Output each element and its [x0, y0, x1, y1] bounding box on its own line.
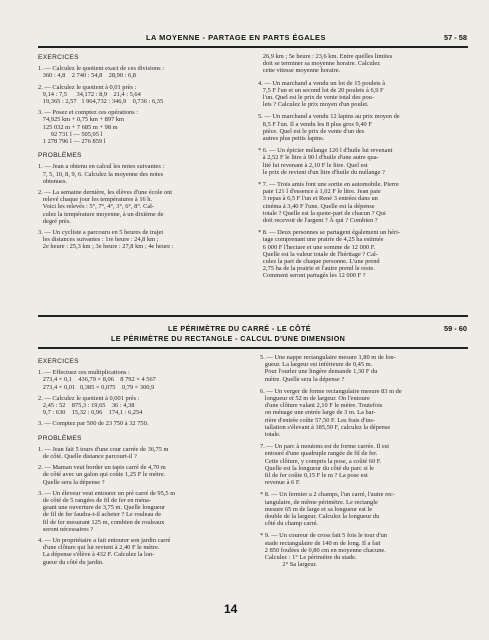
text-line: seront nécessaires ?: [38, 525, 94, 533]
text-line: 3. — Un cycliste a parcouru en 5 heures de trajet: [38, 229, 164, 237]
bottom-section-header: [38, 325, 467, 349]
text-line: 6 000 F l'hectare et une somme de 12 000 F.: [258, 243, 376, 251]
text-line: double de la largeur. Calculez la longueur du: [260, 513, 380, 521]
text-line: totale ? Quelle est la quote-part de chacun ? Qui: [258, 209, 386, 217]
text-line: 3. — Comptez par 500 de 23 750 à 32 750.: [38, 420, 149, 428]
text-line: doit se terminer sa moyenne horaire. Calculez: [258, 60, 381, 68]
text-line: 4. — Un propriétaire a fait entourer son jardin carré: [38, 537, 171, 545]
top-section-header: [38, 34, 467, 46]
text-line: 360 : 4,8 2 740 : 54,8 28,90 : 6,8: [38, 72, 136, 80]
text-line: 2. — Calculez le quotient à 0,001 près :: [38, 394, 140, 402]
top-section-title: LA MOYENNE - PARTAGE EN PARTS ÉGALES: [146, 33, 326, 42]
text-line: Quelle est la valeur totale de l'héritage ? Cal-: [258, 250, 378, 258]
bottom-section-title-1: LE PÉRIMÈTRE DU CARRÉ - LE CÔTÉ: [168, 324, 311, 333]
section-heading: EXERCICES: [38, 54, 79, 61]
text-line: 5. — Une nappe rectangulaire mesure 1,80 m de lon-: [260, 354, 396, 361]
text-line: cette vitesse moyenne horaire.: [258, 67, 341, 75]
text-line: 74,925 km + 0,75 km + 897 km: [38, 116, 125, 124]
text-line: totale.: [260, 431, 281, 439]
text-line: on ménage une entrée large de 3 m. La bar-: [260, 409, 376, 417]
text-line: d'une clôture qui lui revient à 2,40 F le mètre.: [38, 544, 160, 552]
text-line: 125 032 m + 7 685 m + 98 m: [38, 123, 118, 131]
text-line: 6. — Un verger de forme rectangulaire mesure 83 m de: [260, 387, 402, 395]
text-line: 8,5 F l'un. Il a vendu les 8 plus gros 9,40 F: [258, 120, 372, 128]
text-line: rière d'entrée coûte 57,50 F. Les frais d'ins-: [260, 416, 376, 424]
section-heading: PROBLÈMES: [38, 434, 82, 442]
bottom-section-rule: [38, 347, 468, 349]
text-line: entouré d'une quadruple rangée de fil de fer.: [260, 450, 378, 458]
text-line: 4. — Un marchand a vendu un lot de 15 poulets à: [258, 79, 386, 87]
bottom-section-title-2: LE PÉRIMÈTRE DU RECTANGLE - CALCUL D'UNE DIMENSION: [111, 334, 346, 343]
text-line: lets ? Calculez le prix moyen d'un poulet.: [258, 101, 369, 109]
text-line: 2,45 : 52 875,3 : 19,65 36 : 4,38: [38, 402, 135, 410]
text-line: gueur. La largeur est inférieure de 0,45 m.: [260, 361, 373, 369]
text-line: 273,4 × 0,01 0,385 × 0,075 0,79 × 300,9: [38, 383, 155, 391]
text-line: 1. — Jean a obtenu en calcul les notes suivantes :: [38, 163, 165, 171]
text-line: 7, 5, 10, 8, 9, 6. Calculez la moyenne des notes: [38, 170, 164, 178]
text-line: pièce. Quel est le prix de vente d'un des: [258, 127, 365, 135]
text-line: de côté. Quelle distance parcourt-il ?: [38, 453, 137, 461]
text-line: obtenues.: [38, 177, 68, 185]
text-line: fil de fer mesurant 125 m, combien de rouleaux: [38, 518, 165, 526]
text-line: 2° Sa largeur.: [260, 561, 317, 569]
text-line: stade rectangulaire de 140 m de long. Il a fait: [260, 539, 381, 547]
text-line: doit recevoir de l'argent ? À qui ? Combien ?: [258, 217, 378, 225]
top-right-column: [258, 53, 472, 280]
text-line: le prix de revient d'un litre d'huile du mélange ?: [258, 168, 385, 176]
text-line: lité lui revenant à 2,10 F le litre. Quel est: [258, 161, 368, 169]
text-line: côté du champ carré.: [260, 520, 319, 528]
text-line: gueur du côté du jardin.: [38, 558, 104, 566]
section-heading: EXERCICES: [38, 358, 79, 365]
text-line: 7. — Un parc à moutons est de forme carrée. Il est: [260, 443, 390, 451]
text-line: Comment seront partagés les 12 000 F ?: [258, 272, 366, 280]
text-line: cinéma à 3,40 F l'une. Quelle est la dépense: [258, 202, 375, 210]
text-line: 1. — Calculez le quotient exact de ces divisions :: [38, 65, 165, 73]
text-line: Pour l'ourler une lingère demande 1,30 F du: [260, 368, 378, 376]
text-line: de fil de fer faudra-t-il acheter ? Le rouleau de: [38, 511, 162, 519]
bottom-left-column: [38, 358, 242, 566]
text-line: * 7. — Trois amis font une sortie en automobile. Pierre: [258, 181, 399, 189]
text-line: 92 731 l — 505,95 l: [38, 130, 103, 138]
top-section-pages: 57 - 58: [443, 33, 467, 42]
text-line: * 8. — Un fermier a 2 champs, l'un carré, l'autre rec-: [260, 491, 396, 499]
section-heading: PROBLÈMES: [38, 152, 82, 160]
text-line: * 9. — Un coureur de cross fait 5 fois le tour d'un: [260, 532, 387, 540]
text-line: 9,7 : 630 15,32 : 0,96 174,1 : 6,254: [38, 409, 143, 417]
text-line: culez la part de chaque personne. L'une prend: [258, 258, 380, 266]
bottom-section-pages: 59 - 60: [443, 324, 467, 333]
text-line: tage comprenant une prairie de 4,25 ha estimée: [258, 236, 384, 244]
bottom-section-rule-top: [38, 315, 468, 317]
text-line: 2e heure : 25,3 km ; 3e heure : 27,8 km ; 4e heure :: [38, 243, 174, 251]
text-line: geant une ouverture de 3,75 m. Quelle longueur: [38, 504, 166, 512]
text-line: 9,14 : 7,5 34,172 : 8,9 21,4 : 5,64: [38, 90, 141, 98]
page-number: 14: [224, 602, 238, 616]
text-line: 273,4 × 0,1 436,79 × 8,06 8 792 × 4 567: [38, 376, 156, 384]
text-line: La dépense s'élève à 432 F. Calculez la lon-: [38, 551, 155, 559]
text-line: Cette clôture, y compris la pose, a coûté 60 F.: [260, 457, 382, 465]
text-line: culez la température moyenne, à un dixième de: [38, 210, 164, 218]
text-line: 19,365 : 2,57 1 964,732 : 346,9 0,736 : 6,35: [38, 98, 164, 106]
text-line: Voici les relevés : 5°, 7°, 4°, 3°, 6°, 8°. Cal-: [38, 203, 155, 211]
text-line: 7,5 F l'un et un second lot de 20 poulets à 6,9 F: [258, 86, 384, 94]
text-line: de côté avec un galon qui coûte 1,25 F le mètre.: [38, 471, 166, 479]
text-line: * 6. — Un épicier mélange 120 l d'huile lui revenant: [258, 147, 393, 155]
top-section-rule: [38, 46, 468, 48]
text-line: 26,9 km ; 5e heure : 23,6 km. Entre quelles limites: [258, 53, 393, 60]
text-line: paie 121 l d'essence à 1,02 F le litre. Jean paie: [258, 188, 381, 196]
text-line: les distances suivantes : 1re heure : 24,8 km ;: [38, 236, 159, 244]
text-line: tangulaire, de même périmètre. Le rectangle: [260, 498, 378, 506]
text-line: degré près.: [38, 217, 71, 225]
text-line: l'un. Quel est le prix de vente total des pou-: [258, 94, 374, 102]
text-line: 1 278 796 l — 276 859 l: [38, 138, 106, 146]
text-line: Quelle sera la dépense ?: [38, 478, 105, 486]
text-line: 2. — Calculez le quotient à 0,01 près :: [38, 83, 137, 91]
text-line: d'une clôture valant 2,10 F le mètre. Toutefois: [260, 402, 383, 410]
text-line: 1. — Effectuez ces multiplications :: [38, 369, 130, 377]
text-line: longueur et 52 m de largeur. On l'entoure: [260, 395, 370, 403]
text-line: 3 repas à 6,5 F l'un et René 3 entrées dans un: [258, 195, 378, 203]
text-line: relevé chaque jour les températures à 16 h.: [38, 196, 153, 204]
text-line: autres plus petits lapins.: [258, 135, 325, 143]
text-line: Calculez : 1° Le périmètre du stade.: [260, 554, 357, 562]
text-line: à 2,52 F le litre à 90 l d'huile d'une autre qua-: [258, 154, 379, 162]
text-line: mètre. Quelle sera la dépense ?: [260, 375, 345, 383]
bottom-right-column: [260, 354, 472, 568]
text-line: 1. — Jean fait 5 tours d'une cour carrée de 36,75 m: [38, 445, 169, 453]
text-line: mesure 65 m de large et sa longueur est le: [260, 505, 373, 513]
text-line: 2,75 ha de la prairie et l'autre prend le reste.: [258, 265, 375, 273]
text-line: 3. — Un éleveur veut entourer un pré carré de 95,5 m: [38, 489, 176, 497]
text-line: 5. — Un marchand a vendu 12 lapins au prix moyen de: [258, 113, 400, 121]
text-line: fil de fer coûte 0,15 F le m ? La pose est: [260, 472, 368, 480]
text-line: 2. — La semaine dernière, les élèves d'une école ont: [38, 189, 173, 197]
text-line: 2. — Maman veut border un tapis carré de 4,70 m: [38, 464, 166, 472]
top-left-column: [38, 54, 238, 251]
text-line: tallation s'élevant à 185,50 F, calculez la dépense: [260, 423, 391, 431]
text-line: de côté de 5 rangées de fil de fer en ména-: [38, 497, 152, 505]
text-line: Quelle est la longueur du côté du parc si le: [260, 464, 374, 472]
text-line: 3. — Posez et comptez ces opérations :: [38, 109, 139, 117]
text-line: revenue à 6 F.: [260, 479, 301, 487]
text-line: * 8. — Deux personnes se partagent également un héri-: [258, 229, 400, 237]
text-line: 2 850 foulées de 0,80 cm en moyenne chacune.: [260, 546, 386, 554]
